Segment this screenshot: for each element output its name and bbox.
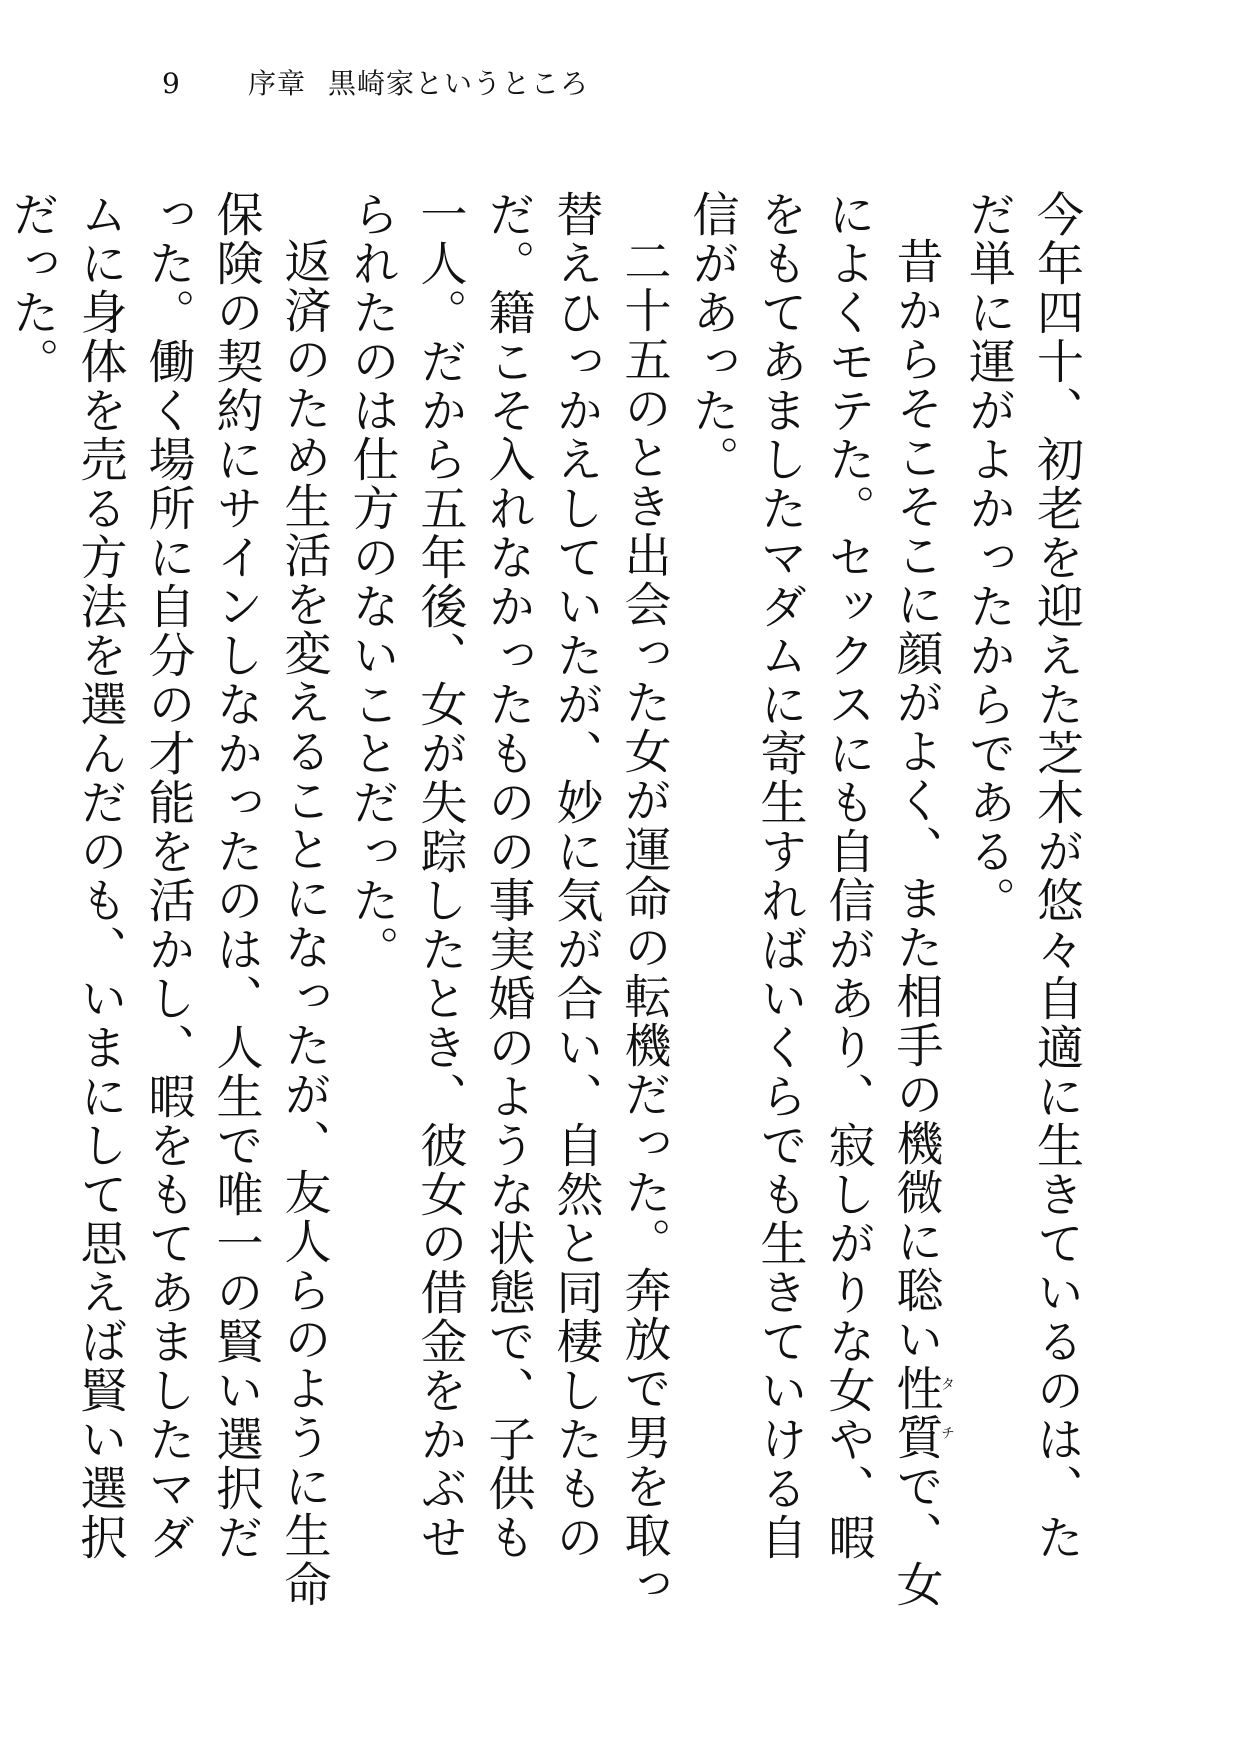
ruby-reading: タチ bbox=[939, 1364, 955, 1462]
ruby-base-text: 性質 bbox=[888, 1364, 944, 1462]
paragraph-1-ending: で、女によくモテた。セックスにも自信があり、寂しがりな女や、暇をもてあましたマダムに寄生すればいくらでも生きていける自信があった。 bbox=[684, 190, 944, 1609]
ruby-annotation bbox=[888, 1364, 955, 1462]
paragraph-3: 返済のため生活を変えることになったが、友人らのように生命保険の契約にサインしなかったのは、人生で唯一の賢い選択だった。働く場所に自分の才能を活かし、暇をもてあましたマダムに身体を売る方法を選んだのも、いまにして思えば賢い選択だった。 bbox=[4, 190, 332, 1609]
page-number: 9 bbox=[162, 67, 181, 100]
paragraph-2: 二十五のとき出会った女が運命の転機だった。奔放で男を取っ替えひっかえしていたが、妙に気が合い、自然と同棲したものだ。籍こそ入れなかったものの事実婚のような状態で、子供も一人。だから五年後、女が失踪したとき、彼女の借金をかぶせられたのは仕方のないことだった。 bbox=[344, 190, 672, 1609]
paragraph-1-continued bbox=[678, 190, 955, 1610]
paragraph-1-opening: 今年四十、初老を迎えた芝木が悠々自適に生きているのは、ただ単に運がよかったからである。 bbox=[961, 190, 1084, 1562]
paragraph-1 bbox=[954, 190, 1090, 1610]
paragraph-1-continued-text: 昔からそこそこに顔がよく、また相手の機微に聡い bbox=[888, 237, 944, 1364]
running-header bbox=[162, 62, 589, 102]
chapter-label: 序章 bbox=[248, 67, 307, 100]
vertical-body-text bbox=[4, 190, 1090, 1610]
chapter-title: 黒崎家というところ bbox=[328, 67, 590, 100]
